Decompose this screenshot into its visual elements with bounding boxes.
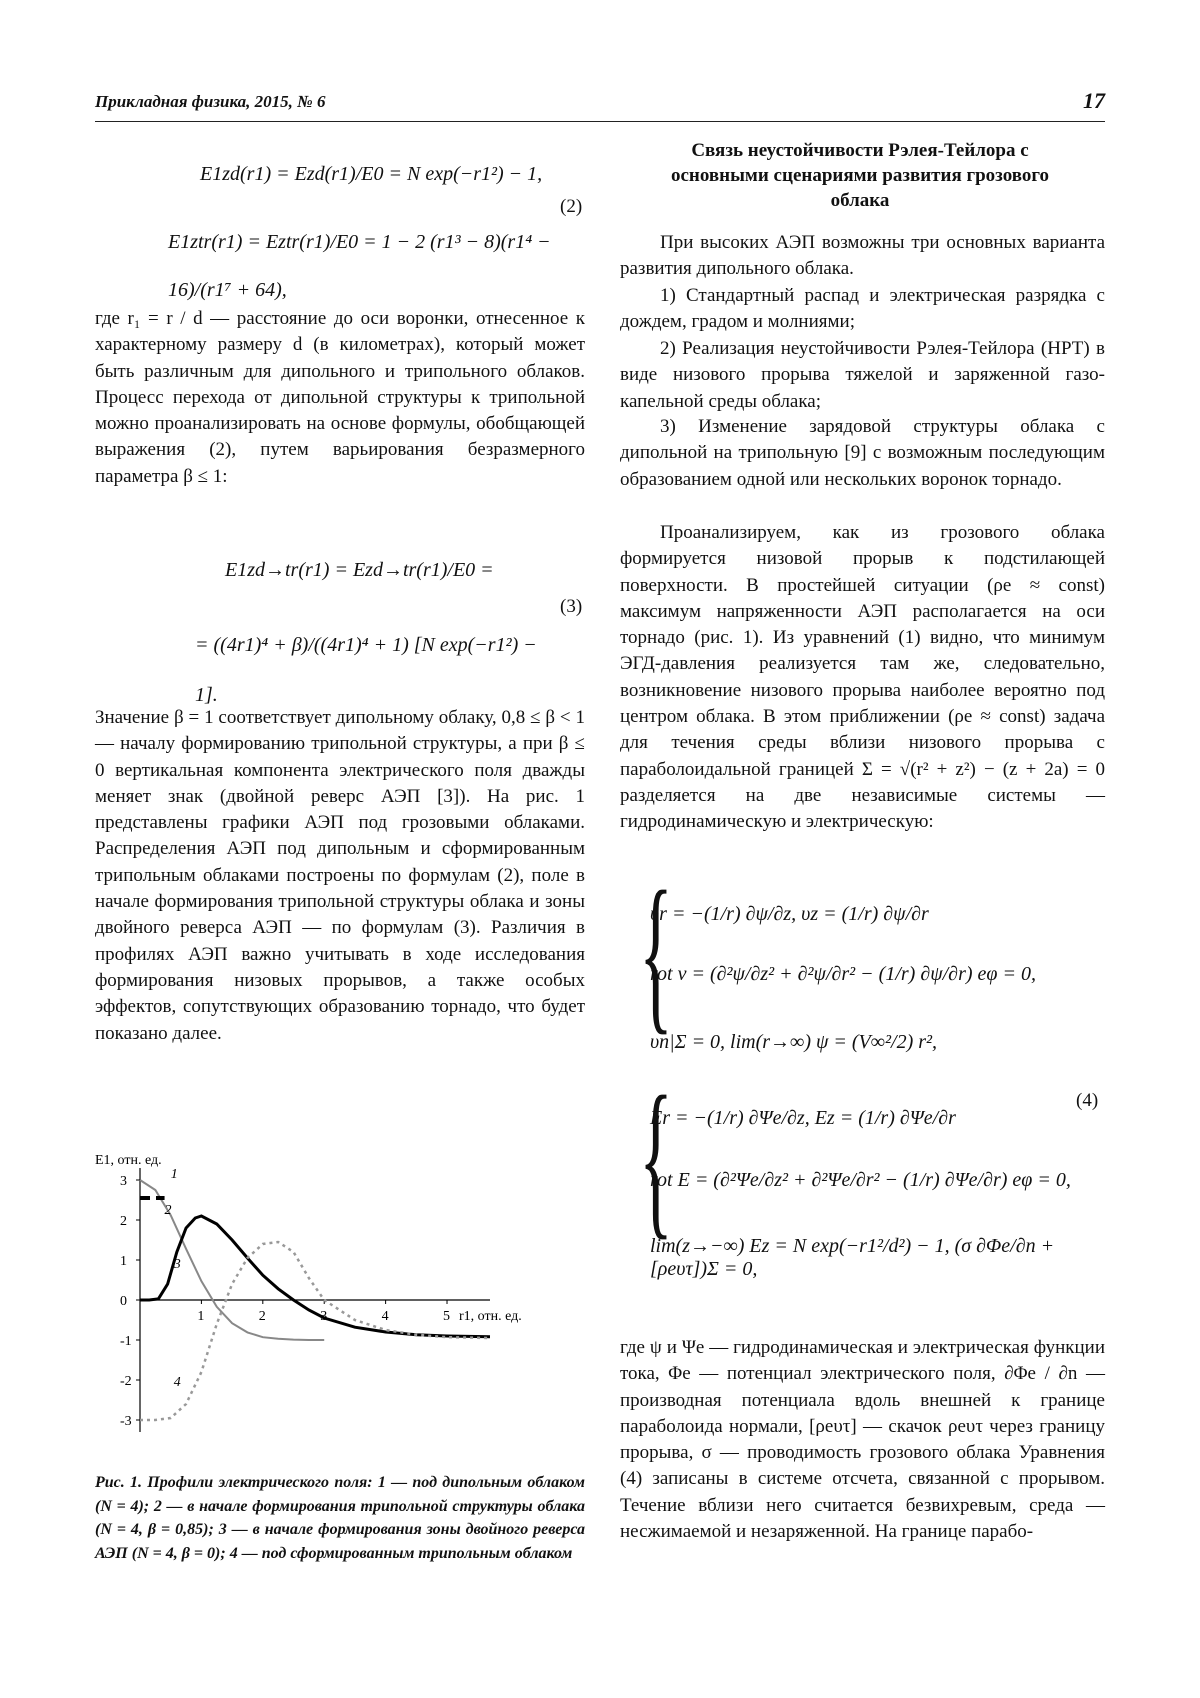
paragraph-r5: Проанализируем, как из грозового облака формируется низовой прорыв к подстилающей поверхности. В простейшей ситуации (ρe ≈ const) максимум напряженности АЭП располагается на оси торнадо (рис. 1). Из уравнений (1) видно, что минимум ЭГД-давления реализуется там же, следовательно, возникновение низового прорыва наиболее вероятно под центром облака. В этом приближении (ρe ≈ const) задача для течения среды вблизи низового прорыва с параболоидальной границей Σ = √(r² + z²) − (z + 2a) = 0 разделяется на две независимые системы — гидродинамическую и электрическую:	[620, 522, 1105, 833]
equation-4-system	[620, 855, 1105, 1305]
x-tick-label: 4	[381, 1309, 389, 1324]
y-tick-label: -1	[120, 1334, 132, 1349]
equation-4-line-2: rot v = (∂²ψ/∂z² + ∂²ψ/∂r² − (1/r) ∂ψ/∂r) eφ = 0,	[650, 963, 1036, 985]
page-number: 17	[1083, 88, 1105, 113]
equation-2-line-2-text: E1ztr(r1) = Eztr(r1)/E0 = 1 − 2 (r1³ − 8)(r1⁴ − 16)/(r1⁷ + 64),	[168, 231, 551, 301]
equation-2-line-1	[200, 150, 560, 198]
equation-2-line-1-text: E1zd(r1) = Ezd(r1)/E0 = N exp(−r1²) − 1,	[200, 163, 543, 185]
paragraph-r2: 1) Стандартный распад и электрическая разрядка с дождем, градом и молниями;	[620, 285, 1105, 333]
figure-1-chart	[95, 1105, 595, 1450]
equation-2-line-2	[168, 218, 568, 301]
equation-4-brace-top: {	[639, 855, 673, 1049]
equation-4-line-6: lim(z→−∞) Ez = N exp(−r1²/d²) − 1, (σ ∂Φe/∂n + [ρeυτ])Σ = 0,	[650, 1235, 1055, 1280]
curve-label-3: 3	[173, 1257, 181, 1272]
paragraph-r1: При высоких АЭП возможны три основных варианта развития дипольного облака.	[620, 232, 1105, 280]
equation-2-number: (2)	[560, 196, 583, 217]
y-tick-label: 2	[120, 1214, 127, 1229]
journal-header: Прикладная физика, 2015, № 6	[95, 92, 326, 111]
equation-3-line-2	[195, 620, 555, 706]
equation-4-line-5: rot E = (∂²Ψe/∂z² + ∂²Ψe/∂r² − (1/r) ∂Ψe/∂r) eφ = 0,	[650, 1169, 1071, 1191]
equation-4-line-1: υr = −(1/r) ∂ψ/∂z, υz = (1/r) ∂ψ/∂r	[650, 903, 929, 925]
equation-4-number: (4)	[1076, 1090, 1099, 1111]
y-tick-label: 1	[120, 1254, 127, 1269]
paragraph-r3: 2) Реализация неустойчивости Рэлея-Тейлора (НРТ) в виде низового прорыва тяжелой и заряженной газо-капельной среды облака;	[620, 338, 1105, 412]
equation-4-brace-bottom: {	[639, 1060, 673, 1254]
paragraph-r4: 3) Изменение зарядовой структуры облака с дипольной на трипольную [9] с возможным последующим образованием одной или нескольких воронок торнадо.	[620, 416, 1105, 490]
y-tick-label: -2	[120, 1374, 132, 1389]
equation-3-line-2-text: = ((4r1)⁴ + β)/((4r1)⁴ + 1) [N exp(−r1²) − 1].	[195, 634, 537, 706]
equation-3-line-1-text: E1zd→tr(r1) = Ezd→tr(r1)/E0 =	[225, 559, 494, 581]
x-tick-label: 2	[258, 1309, 266, 1324]
y-tick-label: 3	[120, 1174, 127, 1189]
x-tick-label: 1	[197, 1309, 205, 1324]
equation-4-line-3: υn|Σ = 0, lim(r→∞) ψ = (V∞²/2) r²,	[650, 1031, 938, 1053]
curve-label-1: 1	[170, 1167, 178, 1182]
figure-1-caption: Рис. 1. Профили электрического поля: 1 — под дипольным облаком (N = 4); 2 — в начале формирования трипольной структуры облака (N = 4, β = 0,85); 3 — в начале формирования зоны двойного реверса АЭП (N = 4, β = 0); 4 — под сформированным трипольным облаком	[95, 1474, 585, 1562]
y-axis-label: E1, отн. ед.	[95, 1153, 162, 1168]
header-rule	[95, 121, 1105, 122]
y-tick-label: -3	[120, 1414, 132, 1429]
series-3-line	[140, 1216, 490, 1337]
paragraph-r6: где ψ и Ψe — гидродинамическая и электрическая функции тока, Φe — потенциал электрического поля, ∂Φe / ∂n — производная потенциала вдоль внешней к границе параболоида нормали, [ρeυτ] — скачок ρeυτ через границу прорыва, σ — проводимость грозового облака Уравнения (4) записаны в системе отсчета, связанной с прорывом. Течение вблизи него считается безвихревым, среда — несжимаемой и незаряженной. На границе парабо-	[620, 1337, 1105, 1543]
x-axis-label: r1, отн. ед.	[459, 1309, 522, 1324]
equation-3-line-1	[225, 545, 555, 595]
x-tick-label: 3	[320, 1309, 328, 1324]
series-4-line	[140, 1242, 490, 1420]
paragraph-2: Значение β = 1 соответствует дипольному облаку, 0,8 ≤ β < 1 — началу формированию трипольной структуры, а при β ≤ 0 вертикальная компонента электрического поля дважды меняет знак (двойной реверс АЭП [3]). На рис. 1 представлены графики АЭП под грозовыми облаками. Распределения АЭП под дипольным и сформированным трипольным облаками построены по формулам (2), поле в начале формирования трипольной структуры облака и зоны двойного реверса АЭП — по формулам (3). Различия в профилях АЭП важно учитывать в ходе исследования формирования низовых прорывов, а также особых эффектов, сопутствующих образованию торнадо, что будет показано далее.	[95, 707, 585, 1044]
equation-3-number: (3)	[560, 596, 583, 617]
paragraph-1: где r₁ = r / d — расстояние до оси воронки, отнесенное к характерному размеру d (в километрах), который может быть различным для дипольного и трипольного облаков. Процесс перехода от дипольной структуры к трипольной можно проанализировать на основе формулы, обобщающей выражения (2), путем варьирования безразмерного параметра β ≤ 1:	[95, 308, 585, 487]
y-tick-label: 0	[120, 1294, 127, 1309]
equation-4-line-4: Er = −(1/r) ∂Ψe/∂z, Ez = (1/r) ∂Ψe/∂r	[650, 1107, 956, 1129]
section-title: Связь неустойчивости Рэлея-Тейлора с основными сценариями развития грозового облака	[670, 140, 1050, 211]
curve-label-4: 4	[173, 1375, 181, 1390]
x-tick-label: 5	[443, 1309, 451, 1324]
curve-label-2: 2	[164, 1203, 172, 1218]
